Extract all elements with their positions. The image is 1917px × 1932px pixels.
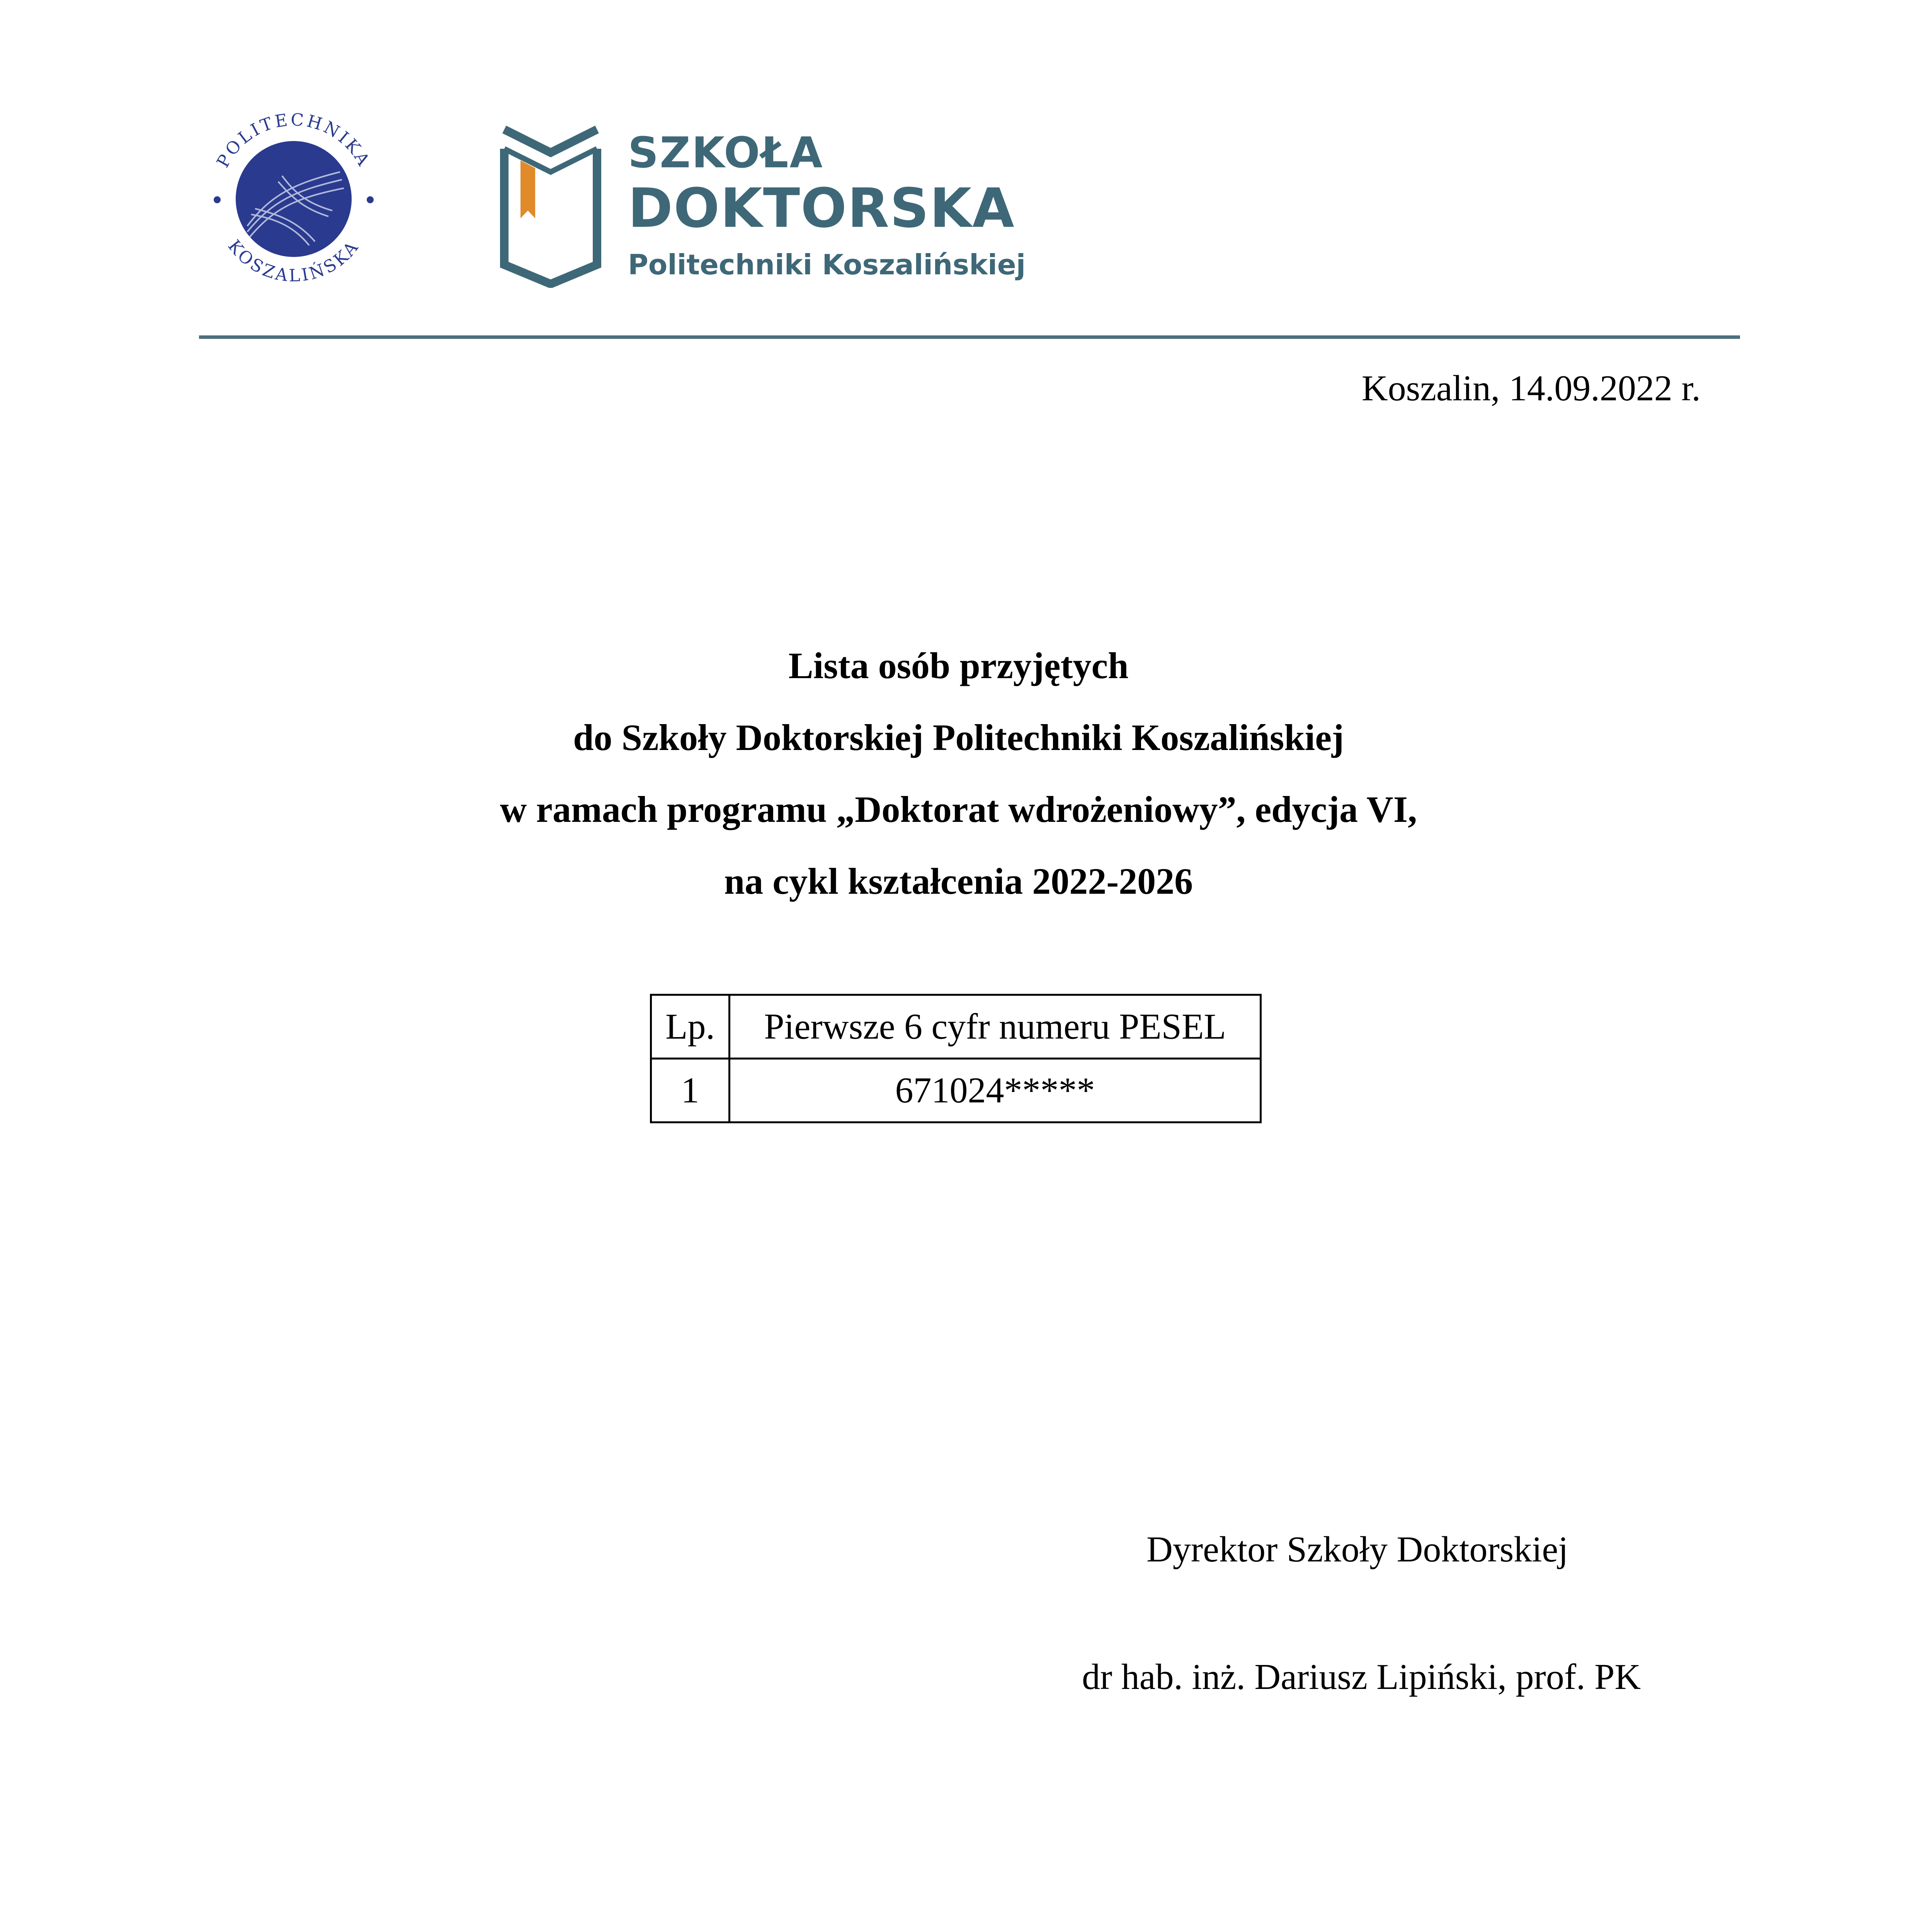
school-name-line3: Politechniki Koszalińskiej bbox=[628, 248, 1026, 281]
title-line-3: w ramach programu „Doktorat wdrożeniowy”, edycja VI, bbox=[500, 789, 1417, 830]
logo-text-top: POLITECHNIKA bbox=[213, 110, 374, 171]
signature-name: dr hab. inż. Dariusz Lipiński, prof. PK bbox=[1082, 1657, 1641, 1697]
table-row bbox=[651, 1059, 1261, 1122]
university-seal-icon bbox=[193, 99, 394, 299]
title-line-1: Lista osób przyjętych bbox=[788, 645, 1129, 686]
title-line-4: na cykl kształcenia 2022-2026 bbox=[724, 861, 1193, 902]
book-emblem-icon bbox=[497, 118, 605, 288]
school-wordmark bbox=[628, 128, 1130, 282]
logo-text-bottom: KOSZALIŃSKA bbox=[224, 236, 364, 286]
title-line-2: do Szkoły Doktorskiej Politechniki Koszalińskiej bbox=[573, 717, 1344, 758]
school-name-line2: DOKTORSKA bbox=[628, 177, 1015, 240]
admitted-table-wrapper bbox=[650, 994, 1262, 1123]
signature-role: Dyrektor Szkoły Doktorskiej bbox=[1146, 1529, 1568, 1570]
document-title bbox=[0, 630, 1917, 917]
admitted-table bbox=[650, 994, 1262, 1123]
table-header-row bbox=[651, 995, 1261, 1059]
table-cell-pesel: 671024***** bbox=[730, 1059, 1261, 1122]
document-date: Koszalin, 14.09.2022 r. bbox=[1361, 368, 1701, 408]
university-logo bbox=[193, 99, 394, 299]
table-header-lp: Lp. bbox=[651, 995, 730, 1059]
header-divider bbox=[199, 335, 1740, 339]
table-cell-lp: 1 bbox=[651, 1059, 730, 1122]
school-name-line1: SZKOŁA bbox=[628, 128, 824, 177]
table-header-pesel: Pierwsze 6 cyfr numeru PESEL bbox=[730, 995, 1261, 1059]
